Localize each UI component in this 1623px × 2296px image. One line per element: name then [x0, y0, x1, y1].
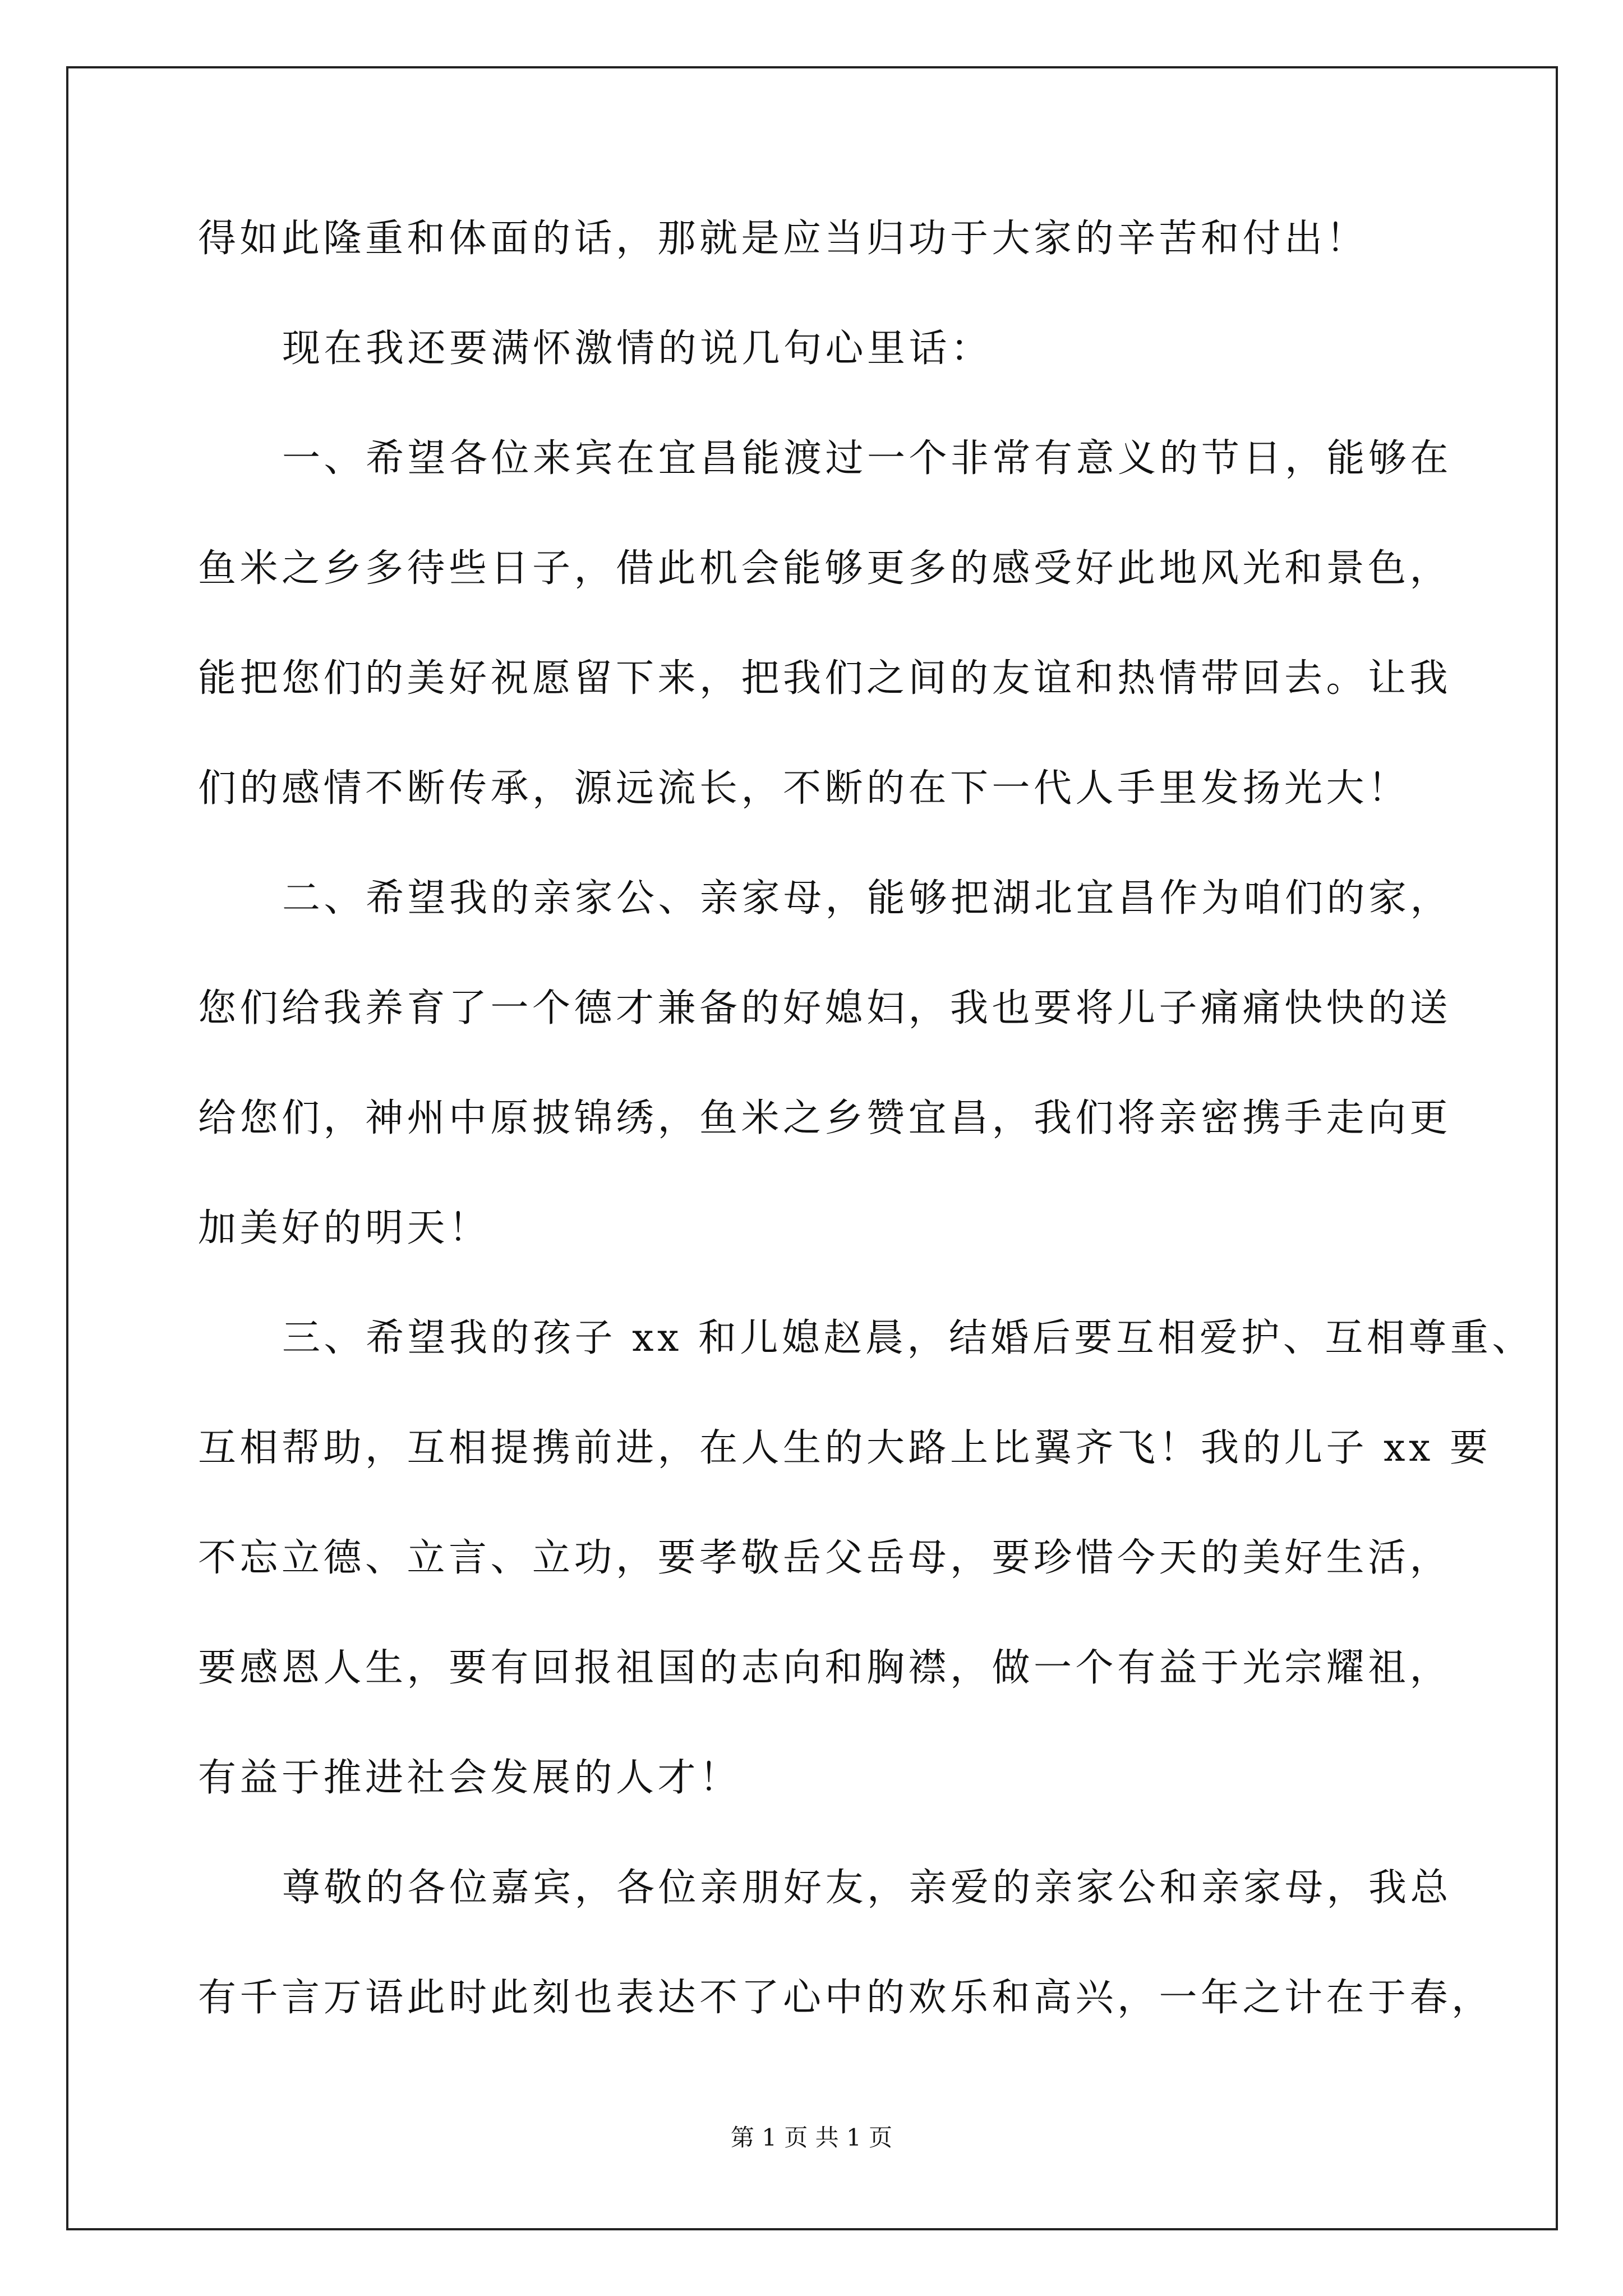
text-line: 们的感情不断传承，源远流长，不断的在下一代人手里发扬光大！ — [198, 766, 1410, 811]
text-line: 给您们，神州中原披锦绣，鱼米之乡赞宜昌，我们将亲密携手走向更 — [198, 1096, 1452, 1140]
text-line: 不忘立德、立言、立功，要孝敬岳父岳母，要珍惜今天的美好生活， — [198, 1536, 1452, 1580]
text-line: 一、希望各位来宾在宜昌能渡过一个非常有意义的节日，能够在 — [282, 436, 1453, 481]
text-line: 二、希望我的亲家公、亲家母，能够把湖北宜昌作为咱们的家， — [282, 876, 1453, 921]
text-line: 您们给我养育了一个德才兼备的好媳妇，我也要将儿子痛痛快快的送 — [198, 986, 1452, 1030]
text-line: 有益于推进社会发展的人才！ — [198, 1756, 741, 1800]
text-line: 加美好的明天！ — [198, 1206, 491, 1250]
text-line: 要感恩人生，要有回报祖国的志向和胸襟，做一个有益于光宗耀祖， — [198, 1646, 1452, 1690]
text-line: 现在我还要满怀激情的说几句心里话： — [282, 326, 993, 371]
text-line: 鱼米之乡多待些日子，借此机会能够更多的感受好此地风光和景色， — [198, 546, 1452, 591]
text-line: 能把您们的美好祝愿留下来，把我们之间的友谊和热情带回去。让我 — [198, 656, 1452, 701]
text-line: 有千言万语此时此刻也表达不了心中的欢乐和高兴，一年之计在于春， — [198, 1976, 1493, 2020]
text-line: 互相帮助，互相提携前进，在人生的大路上比翼齐飞！我的儿子 xx 要 — [198, 1426, 1492, 1470]
page-footer: 第 1 页 共 1 页 — [730, 2124, 893, 2151]
text-line: 得如此隆重和体面的话，那就是应当归功于大家的辛苦和付出！ — [198, 217, 1368, 261]
document-body — [198, 217, 1534, 2089]
text-line: 三、希望我的孩子 xx 和儿媳赵晨，结婚后要互相爱护、互相尊重、 — [282, 1316, 1534, 1360]
text-line: 尊敬的各位嘉宾，各位亲朋好友，亲爱的亲家公和亲家母，我总 — [282, 1866, 1453, 1910]
